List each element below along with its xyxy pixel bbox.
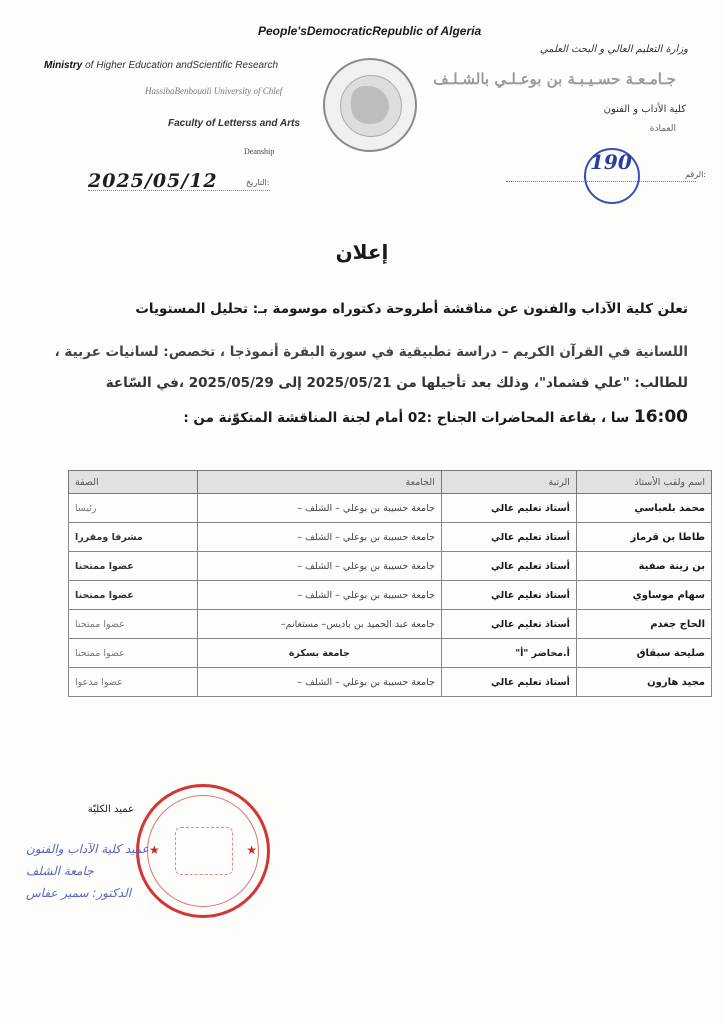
date-label: التاريخ: <box>246 178 270 187</box>
member-role: مشرفا ومقررا <box>69 523 198 552</box>
deanship-en: Deanship <box>244 147 275 156</box>
member-university: جامعة عبد الحميد بن باديس– مستغانم– <box>197 610 441 639</box>
ref-number: 190 <box>590 150 632 174</box>
ref-label: الرقم: <box>685 170 706 179</box>
member-university: جامعة حسيبة بن بوعلي – الشلف – <box>197 523 441 552</box>
member-role: عضوا ممتحنا <box>69 610 198 639</box>
header-university: الجامعة <box>197 471 441 494</box>
member-role: رئيسا <box>69 494 198 523</box>
deanship-ar: العمادة <box>649 124 676 134</box>
header-role: الصفة <box>69 471 198 494</box>
dean-stamp <box>26 838 149 904</box>
member-role: عضوا ممتحنا <box>69 639 198 668</box>
table-row <box>69 552 712 581</box>
stamp-line-3: الدكتور: سمير عفاس <box>26 886 132 900</box>
table-row <box>69 523 712 552</box>
dean-title: عميد الكليّة <box>87 804 134 815</box>
member-rank: أستاذ تعليم عالي <box>441 552 576 581</box>
header-rank: الرتبة <box>441 471 576 494</box>
member-name: صليحة سبقاق <box>576 639 711 668</box>
announcement-line-4: 16:00 سا ، بقاعة المحاضرات الجناح :02 أمام لجنة المناقشة المتكوّنة من : <box>183 407 688 427</box>
ministry-en: Ministry of Higher Education andScientific Research <box>44 60 279 71</box>
member-name: سهام موساوي <box>576 581 711 610</box>
table-row <box>69 668 712 697</box>
table-row <box>69 494 712 523</box>
table-row <box>69 639 712 668</box>
announcement-line-3: للطالب: "علي قشماد"، وذلك بعد تأجيلها من 2025/05/21 إلى 2025/05/29 ،في السّاعة <box>105 375 688 391</box>
member-role: عضوا ممتحنا <box>69 581 198 610</box>
table-header-row <box>69 471 712 494</box>
stamp-line-2: جامعة الشلف <box>26 864 94 878</box>
member-name: الحاج جغدم <box>576 610 711 639</box>
country-title-en: People'sDemocraticRepublic of Algeria <box>258 24 482 38</box>
university-ar: جـامـعـة حسـيـبـة بن بوعـلـي بالشـلـف <box>433 70 676 88</box>
announcement-line-2: اللسانية في القرآن الكريم – دراسة تطبيقية في سورة البقرة أنموذجا ، تخصص: لسانيات عربية ، <box>54 344 688 360</box>
member-rank: أستاذ تعليم عالي <box>441 494 576 523</box>
stamp-line-1: عميد كلية الآداب والفنون <box>26 842 149 856</box>
member-university: جامعة حسيبة بن بوعلي – الشلف – <box>197 494 441 523</box>
member-rank: أستاذ تعليم عالي <box>441 523 576 552</box>
announcement-title: إعلان <box>335 240 389 264</box>
member-rank: أ.محاضر "أ" <box>441 639 576 668</box>
member-name: محمد بلعباسي <box>576 494 711 523</box>
university-en: HassibaBenbouali University of Chlef <box>145 86 283 96</box>
date-value: 2025/05/12 <box>88 170 218 192</box>
table-row <box>69 610 712 639</box>
faculty-en: Faculty of Letterss and Arts <box>168 118 300 129</box>
member-university: جامعة بسكرة <box>197 639 441 668</box>
member-university: جامعة حسيبة بن بوعلي – الشلف – <box>197 581 441 610</box>
member-rank: أستاذ تعليم عالي <box>441 668 576 697</box>
table-row <box>69 581 712 610</box>
member-university: جامعة حسيبة بن بوعلي – الشلف – <box>197 552 441 581</box>
ministry-ar: وزارة التعليم العالي و البحث العلمي <box>539 44 688 55</box>
member-role: عضوا مدعوا <box>69 668 198 697</box>
committee-table <box>68 470 712 697</box>
member-name: مجيد هارون <box>576 668 711 697</box>
faculty-ar: كلية الأداب و الفنون <box>603 104 686 115</box>
member-rank: أستاذ تعليم عالي <box>441 581 576 610</box>
announcement-line-1: تعلن كلية الآداب والفنون عن مناقشة أطروحة دكتوراه موسومة بـ: تحليل المستويات <box>135 301 688 317</box>
member-university: جامعة حسيبة بن بوعلي – الشلف – <box>197 668 441 697</box>
header-name: اسم ولقب الأستاذ <box>576 471 711 494</box>
official-red-stamp: ★ ★ <box>136 784 270 918</box>
member-name: بن زينة صفية <box>576 552 711 581</box>
university-logo <box>323 58 417 152</box>
member-rank: أستاذ تعليم عالي <box>441 610 576 639</box>
member-name: طاطا بن قرماز <box>576 523 711 552</box>
member-role: عضوا ممتحنا <box>69 552 198 581</box>
